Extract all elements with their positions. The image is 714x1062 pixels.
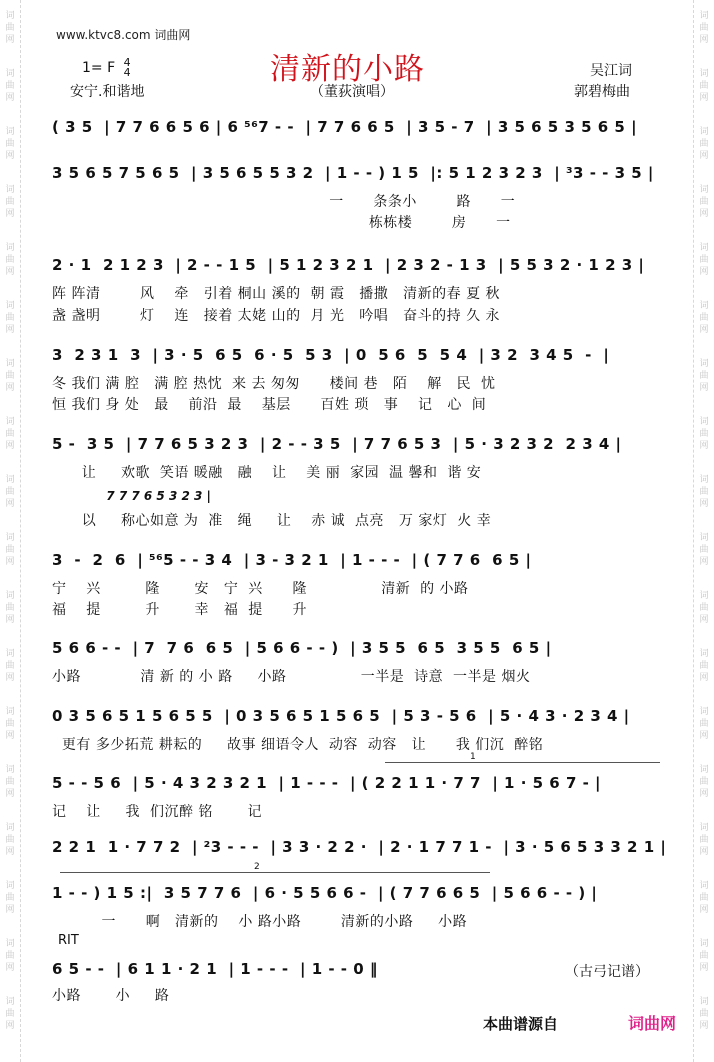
watermark-text: 词 曲 网 — [5, 11, 15, 45]
watermark-text: 词 曲 网 — [5, 533, 15, 567]
watermark-text: 词 曲 网 — [699, 649, 709, 683]
key-signature — [82, 58, 131, 78]
transcriber-credit: （古弓记谱） — [565, 964, 649, 980]
watermark-text: 词 曲 网 — [699, 11, 709, 45]
lyric-row-3b: 盏 盏明 灯 连 接着 太姥 山的 月 光 吟唱 奋斗的持 久 永 — [52, 308, 501, 324]
score-row-8: 0 3 5 6 5 1 5 6 5 5 | 0 3 5 6 5 1 5 6 5 | 5 3 - 5 6 | 5 · 4 3 · 2 3 4 | — [52, 707, 630, 725]
lyric-row-6a: 宁 兴 隆 安 宁 兴 隆 清新 的 小路 — [52, 581, 469, 597]
watermark-text: 词 曲 网 — [699, 475, 709, 509]
watermark-text: 词 曲 网 — [5, 881, 15, 915]
lyric-row-5b: 以 称心如意 为 准 绳 让 赤 诚 点亮 万 家灯 火 幸 — [52, 513, 492, 529]
lyric-row-4b: 恒 我们 身 处 最 前沿 最 基层 百姓 琐 事 记 心 间 — [52, 397, 487, 413]
watermark-text: 词 曲 网 — [699, 185, 709, 219]
score-row-4: 3 2 3 1 3 | 3 · 5 6 5 6 · 5 5 3 | 0 5 6 5 5 4 | 3 2 3 4 5 - | — [52, 346, 610, 364]
watermark-text: 词 曲 网 — [5, 127, 15, 161]
lyric-row-5a: 让 欢歌 笑语 暖融 融 让 美 丽 家园 温 馨和 谐 安 — [52, 465, 482, 481]
site-url[interactable] — [56, 26, 190, 43]
lyric-row-7: 小路 清 新 的 小 路 小路 一半是 诗意 一半是 烟火 — [52, 669, 531, 685]
watermark-strip-right — [693, 0, 714, 1062]
watermark-text: 词 曲 网 — [699, 881, 709, 915]
lyric-row-9: 记 让 我 们沉醉 铭 记 — [52, 804, 263, 820]
watermark-text: 词 曲 网 — [699, 301, 709, 335]
singer-credit: （董荻演唱） — [310, 84, 394, 100]
lyric-row-12: 小路 小 路 — [52, 988, 170, 1004]
watermark-text: 词 曲 网 — [5, 185, 15, 219]
watermark-text: 词 曲 网 — [5, 359, 15, 393]
score-row-10: 2 2 1 1 · 7 7 2 | ²3 - - - | 3 3 · 2 2 · | 2 · 1 7 7 1 - | 3 · 5 6 5 3 3 2 1 | — [52, 838, 667, 856]
score-row-5-variant: 7 7 7 6 5 3 2 3 | — [52, 489, 211, 503]
key-text: 1= F — [82, 60, 116, 76]
watermark-text: 词 曲 网 — [699, 533, 709, 567]
watermark-text: 词 曲 网 — [5, 707, 15, 741]
watermark-text: 词 曲 网 — [699, 359, 709, 393]
lyric-row-2a: 一 条条小 路 一 — [52, 194, 516, 210]
lyric-row-8: 更有 多少拓荒 耕耘的 故事 细语令人 动容 动容 让 我 们沉 醉铭 — [52, 737, 544, 753]
watermark-text: 词 曲 网 — [699, 243, 709, 277]
watermark-text: 词 曲 网 — [5, 939, 15, 973]
watermark-text: 词 曲 网 — [5, 417, 15, 451]
time-signature — [124, 58, 131, 78]
watermark-text: 词 曲 网 — [699, 69, 709, 103]
watermark-text: 词 曲 网 — [5, 649, 15, 683]
lyric-row-11: 一 啊 清新的 小 路小路 清新的小路 小路 — [52, 914, 468, 930]
watermark-text: 词 曲 网 — [5, 243, 15, 277]
watermark-text: 词 曲 网 — [699, 591, 709, 625]
watermark-strip-left — [0, 0, 21, 1062]
watermark-text: 词 曲 网 — [5, 997, 15, 1031]
lyric-row-2b: 栋栋楼 房 一 — [52, 215, 511, 231]
watermark-text: 词 曲 网 — [5, 475, 15, 509]
lyricist-credit: 吴江词 — [590, 63, 632, 79]
site-url-text[interactable]: www.ktvc8.com — [56, 28, 151, 42]
score-row-9: 5 - - 5 6 | 5 · 4 3 2 3 2 1 | 1 - - - | ( 2 2 1 1 · 7 7 | 1 · 5 6 7 - | — [52, 774, 602, 792]
tempo-expression: 安宁.和谐地 — [70, 84, 145, 100]
brand-link[interactable]: 词曲网 — [628, 1014, 677, 1033]
time-denominator: 4 — [123, 66, 131, 79]
watermark-text: 词 曲 网 — [699, 417, 709, 451]
score-row-6: 3 - 2 6 | ⁵⁶5 - - 3 4 | 3 - 3 2 1 | 1 - - - | ( 7 7 6 6 5 | — [52, 551, 532, 569]
volta-bracket-1 — [385, 762, 660, 763]
watermark-text: 词 曲 网 — [699, 823, 709, 857]
watermark-text: 词 曲 网 — [5, 591, 15, 625]
watermark-text: 词 曲 网 — [5, 823, 15, 857]
lyric-row-4a: 冬 我们 满 腔 满 腔 热忱 来 去 匆匆 楼间 巷 陌 解 民 忧 — [52, 376, 496, 392]
score-row-7: 5 6 6 - - | 7 7 6 6 5 | 5 6 6 - - ) | 3 5 5 6 5 3 5 5 6 5 | — [52, 639, 552, 657]
score-row-1: ( 3 5 | 7 7 6 6 5 6 | 6 ⁵⁶7 - - | 7 7 6 6 5 | 3 5 - 7 | 3 5 6 5 3 5 6 5 | — [52, 118, 638, 136]
ritardando-mark: RIT — [58, 933, 79, 948]
watermark-text: 词 曲 网 — [699, 765, 709, 799]
watermark-text: 词 曲 网 — [5, 69, 15, 103]
lyric-row-3a: 阵 阵清 风 牵 引着 桐山 溪的 朝 霞 播撒 清新的春 夏 秋 — [52, 286, 501, 302]
watermark-text: 词 曲 网 — [699, 707, 709, 741]
time-numerator: 4 — [123, 56, 131, 69]
watermark-text: 词 曲 网 — [5, 765, 15, 799]
watermark-text: 词 曲 网 — [699, 997, 709, 1031]
watermark-text: 词 曲 网 — [5, 301, 15, 335]
score-row-5: 5 - 3 5 | 7 7 6 5 3 2 3 | 2 - - 3 5 | 7 7 6 5 3 | 5 · 3 2 3 2 2 3 4 | — [52, 435, 622, 453]
score-row-3: 2 · 1 2 1 2 3 | 2 - - 1 5 | 5 1 2 3 2 1 | 2 3 2 - 1 3 | 5 5 3 2 · 1 2 3 | — [52, 256, 645, 274]
lyric-row-6b: 福 提 升 幸 福 提 升 — [52, 602, 307, 618]
score-row-12: 6 5 - - | 6 1 1 · 2 1 | 1 - - - | 1 - - 0 ‖ — [52, 960, 378, 978]
watermark-text: 词 曲 网 — [699, 939, 709, 973]
score-row-2: 3 5 6 5 7 5 6 5 | 3 5 6 5 5 3 2 | 1 - - ) 1 5 |: 5 1 2 3 2 3 | ³3 - - 3 5 | — [52, 164, 654, 182]
score-row-11: 1 - - ) 1 5 :| 3 5 7 7 6 | 6 · 5 5 6 6 - | ( 7 7 6 6 5 | 5 6 6 - - ) | — [52, 884, 598, 902]
source-label: 本曲谱源自 — [483, 1015, 559, 1033]
volta-1-label: 1 — [470, 752, 476, 762]
volta-bracket-2 — [60, 872, 490, 873]
volta-2-label: 2 — [254, 862, 260, 872]
song-title: 清新的小路 — [270, 52, 425, 87]
watermark-text: 词 曲 网 — [699, 127, 709, 161]
composer-credit: 郭碧梅曲 — [574, 84, 630, 100]
site-name[interactable]: 词曲网 — [154, 28, 191, 42]
